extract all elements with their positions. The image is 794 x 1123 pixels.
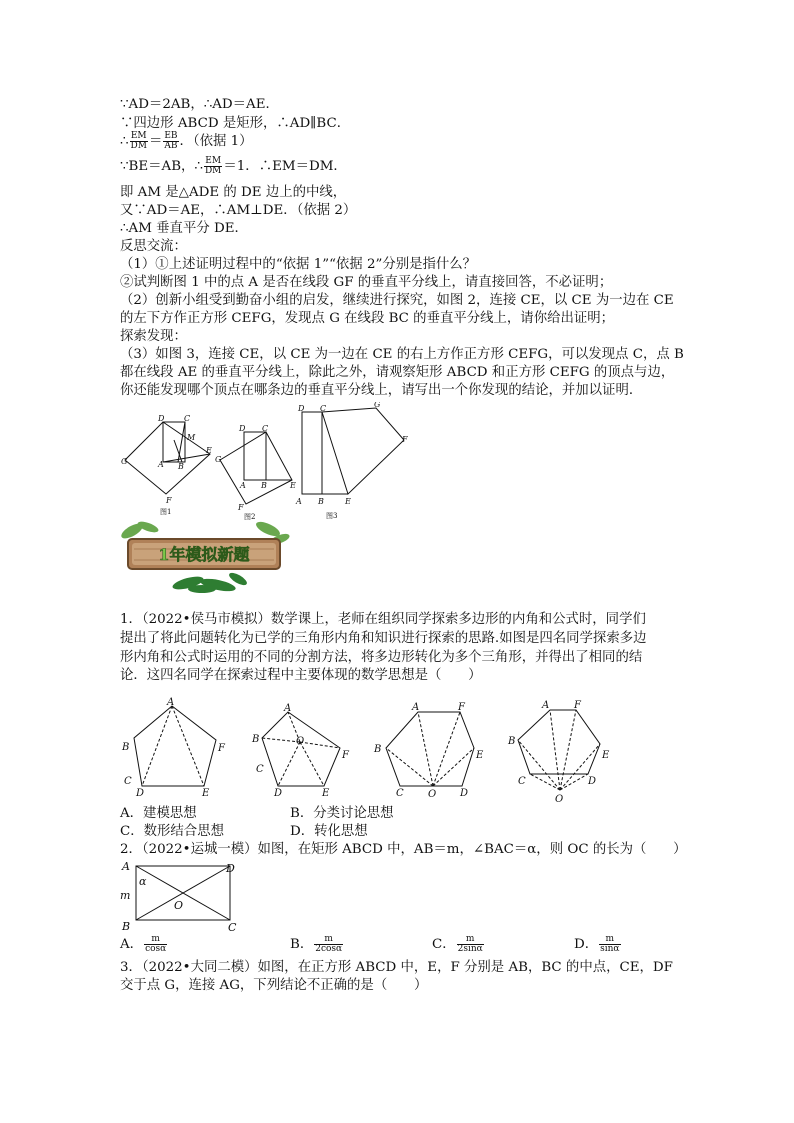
q3-line-1: 3．（2022•大同二模）如图，在正方形 ABCD 中，E，F 分别是 AB，BC 的中点，CE，DF	[120, 960, 673, 975]
figure-1	[118, 406, 218, 518]
q1-option-b[interactable]: B．分类讨论思想	[290, 806, 394, 821]
svg-text:G: G	[374, 402, 381, 409]
svg-text:M: M	[187, 433, 196, 442]
q1-option-c[interactable]: C．数形结合思想	[120, 824, 224, 839]
svg-text:E: E	[290, 481, 296, 490]
proof-line-1: ∵AD＝2AB，∴AD＝AE．	[120, 97, 279, 112]
proof-line-7: ∴AM 垂直平分 DE．	[120, 221, 248, 236]
fraction-denominator: AB	[164, 141, 178, 151]
fraction-denominator: sinα	[600, 944, 620, 954]
svg-text:E: E	[202, 788, 210, 799]
fraction-numerator: m	[314, 935, 343, 945]
fraction-numerator: EM	[205, 156, 222, 166]
option-fraction	[144, 935, 167, 954]
fraction-denominator: 2cosα	[315, 944, 343, 954]
svg-text:B: B	[261, 481, 267, 490]
q2-option-c[interactable]	[432, 935, 485, 954]
svg-text:D: D	[588, 776, 597, 787]
figure-3	[294, 402, 414, 522]
q2-label-c: C	[228, 921, 237, 934]
proof-line-3-suffix: ．（依据 1）	[179, 134, 253, 149]
svg-text:O: O	[428, 789, 437, 800]
q2-label-m: m	[120, 889, 131, 902]
q2-option-b[interactable]	[290, 935, 344, 954]
fraction-numerator: EM	[130, 131, 147, 141]
svg-text:F: F	[166, 496, 172, 505]
q1-option-a[interactable]: A．建模思想	[120, 806, 197, 821]
fraction-denominator: DM	[130, 141, 147, 151]
fraction-numerator: m	[144, 935, 167, 945]
q1-option-d[interactable]: D．转化思想	[290, 824, 368, 839]
svg-text:E: E	[345, 497, 351, 506]
proof-line-9: （1）①上述证明过程中的“依据 1”“依据 2”分别是指什么？	[120, 257, 477, 272]
svg-text:D: D	[460, 788, 469, 799]
proof-line-3-prefix: ∴	[120, 134, 129, 149]
q2-rectangle-figure	[118, 858, 248, 934]
proof-line-4-suffix: ＝1．∴EM＝DM．	[223, 159, 347, 174]
svg-text:C: C	[124, 776, 132, 787]
svg-text:C: C	[184, 414, 191, 423]
option-label: A．	[120, 937, 144, 952]
q2-label-o: O	[174, 899, 184, 912]
svg-text:O: O	[296, 736, 305, 747]
q3-line-2: 交于点 G，连接 AG，下列结论不正确的是（ ）	[120, 978, 428, 993]
fraction-numerator: m	[457, 935, 484, 945]
svg-text:E: E	[206, 446, 212, 455]
banner-title: 1年模拟新题	[158, 545, 250, 564]
svg-text:D: D	[239, 424, 246, 433]
q1-line-3: 形内角和公式时运用的不同的分割方法，将多边形转化为多个三角形，并得出了相同的结	[120, 650, 643, 665]
q2-line-1: 2．（2022•运城一模）如图，在矩形 ABCD 中，AB＝m，∠BAC＝α，则 OC 的长为（ ）	[120, 842, 687, 857]
proof-line-6: 又∵AD＝AE，∴AM⊥DE．（依据 2）	[120, 203, 357, 218]
fraction-numerator: EB	[164, 131, 178, 141]
svg-text:C: C	[396, 788, 404, 799]
proof-line-11: （2）创新小组受到勤奋小组的启发，继续进行探究，如图 2，连接 CE，以 CE 为一边在 CE	[120, 293, 674, 308]
svg-text:A: A	[542, 700, 550, 711]
svg-text:D: D	[274, 788, 283, 799]
svg-text:E: E	[476, 750, 484, 761]
proof-line-12: 的左下方作正方形 CEFG，发现点 G 在线段 BC 的垂直平分线上，请你给出证明；	[120, 311, 615, 326]
q2-option-a[interactable]	[120, 935, 168, 954]
proof-line-14: （3）如图 3，连接 CE，以 CE 为一边在 CE 的右上方作正方形 CEFG，可以发现点 C，点 B	[120, 347, 684, 362]
svg-text:A: A	[158, 460, 164, 469]
svg-text:B: B	[252, 734, 260, 745]
fraction-denominator: DM	[204, 166, 222, 176]
svg-text:C: C	[256, 764, 264, 775]
svg-text:G: G	[215, 455, 222, 464]
svg-text:G: G	[121, 457, 128, 466]
option-fraction	[457, 935, 484, 954]
svg-text:F: F	[458, 702, 465, 713]
svg-text:D: D	[298, 404, 305, 413]
svg-text:A: A	[412, 702, 420, 713]
svg-text:D: D	[136, 788, 145, 799]
q1-polygons-figure	[118, 696, 618, 806]
svg-text:E: E	[602, 750, 610, 761]
figure-3-caption: 图3	[326, 512, 338, 520]
svg-text:C: C	[518, 776, 526, 787]
svg-text:A: A	[284, 703, 292, 714]
proof-line-10: ②试判断图 1 中的点 A 是否在线段 GF 的垂直平分线上，请直接回答，不必证明；	[120, 275, 613, 290]
fraction-em-dm-2	[204, 157, 222, 176]
svg-text:F: F	[218, 743, 225, 754]
svg-text:F: F	[238, 503, 244, 512]
proof-line-5: 即 AM 是△ADE 的 DE 边上的中线，	[120, 185, 347, 200]
svg-text:E: E	[322, 788, 330, 799]
q1-line-4: 论．这四名同学在探索过程中主要体现的数学思想是（ ）	[120, 668, 482, 683]
figure-1-caption: 图1	[160, 508, 172, 516]
q2-label-b: B	[122, 920, 131, 933]
svg-text:F: F	[402, 435, 408, 444]
svg-text:O: O	[555, 794, 564, 805]
q1-line-1: 1．（2022•侯马市模拟）数学课上，老师在组织同学探索多边形的内角和公式时，同学们	[120, 612, 646, 627]
svg-text:D: D	[158, 414, 165, 423]
fraction-numerator: m	[599, 935, 620, 945]
svg-text:B: B	[178, 462, 184, 471]
svg-text:B: B	[318, 497, 324, 506]
svg-text:A: A	[240, 481, 246, 490]
proof-line-13: 探索发现：	[120, 329, 187, 344]
svg-text:F: F	[574, 700, 581, 711]
fraction-eb-ab	[163, 132, 178, 151]
q1-line-2: 提出了将此问题转化为已学的三角形内角和知识进行探索的思路.如图是四名同学探索多边	[120, 631, 647, 646]
q2-label-alpha: α	[139, 875, 147, 888]
option-fraction	[599, 935, 620, 954]
proof-line-16: 你还能发现哪个顶点在哪条边的垂直平分线上，请写出一个你发现的结论，并加以证明．	[120, 383, 643, 398]
svg-text:A: A	[296, 497, 302, 506]
option-label: D．	[574, 937, 599, 952]
q2-label-a: A	[122, 860, 130, 873]
svg-text:C: C	[320, 404, 327, 413]
q2-option-d[interactable]	[574, 935, 622, 954]
option-label: B．	[290, 937, 314, 952]
option-label: C．	[432, 937, 456, 952]
svg-text:B: B	[508, 736, 516, 747]
fraction-denominator: cosα	[145, 944, 167, 954]
svg-text:A: A	[167, 697, 175, 708]
svg-text:B: B	[374, 744, 382, 755]
proof-line-2: ∵四边形 ABCD 是矩形，∴AD∥BC．	[120, 116, 351, 131]
proof-line-3	[120, 132, 253, 151]
svg-text:B: B	[122, 742, 130, 753]
section-banner	[118, 517, 290, 595]
svg-text:C: C	[262, 424, 269, 433]
q2-label-d: D	[226, 862, 235, 875]
proof-line-15: 都在线段 AE 的垂直平分线上，除此之外，请观察矩形 ABCD 和正方形 CEFG 的顶点与边，	[120, 365, 675, 380]
svg-text:F: F	[342, 750, 349, 761]
figure-2-caption: 图2	[244, 513, 256, 521]
fraction-em-dm	[130, 132, 148, 151]
fraction-denominator: 2sinα	[457, 944, 483, 954]
proof-line-3-equals: ＝	[148, 134, 163, 149]
proof-line-4-prefix: ∵BE＝AB，∴	[120, 159, 203, 174]
figure-2	[214, 422, 306, 524]
option-fraction	[314, 935, 343, 954]
proof-line-8: 反思交流：	[120, 239, 187, 254]
proof-line-4	[120, 157, 347, 176]
